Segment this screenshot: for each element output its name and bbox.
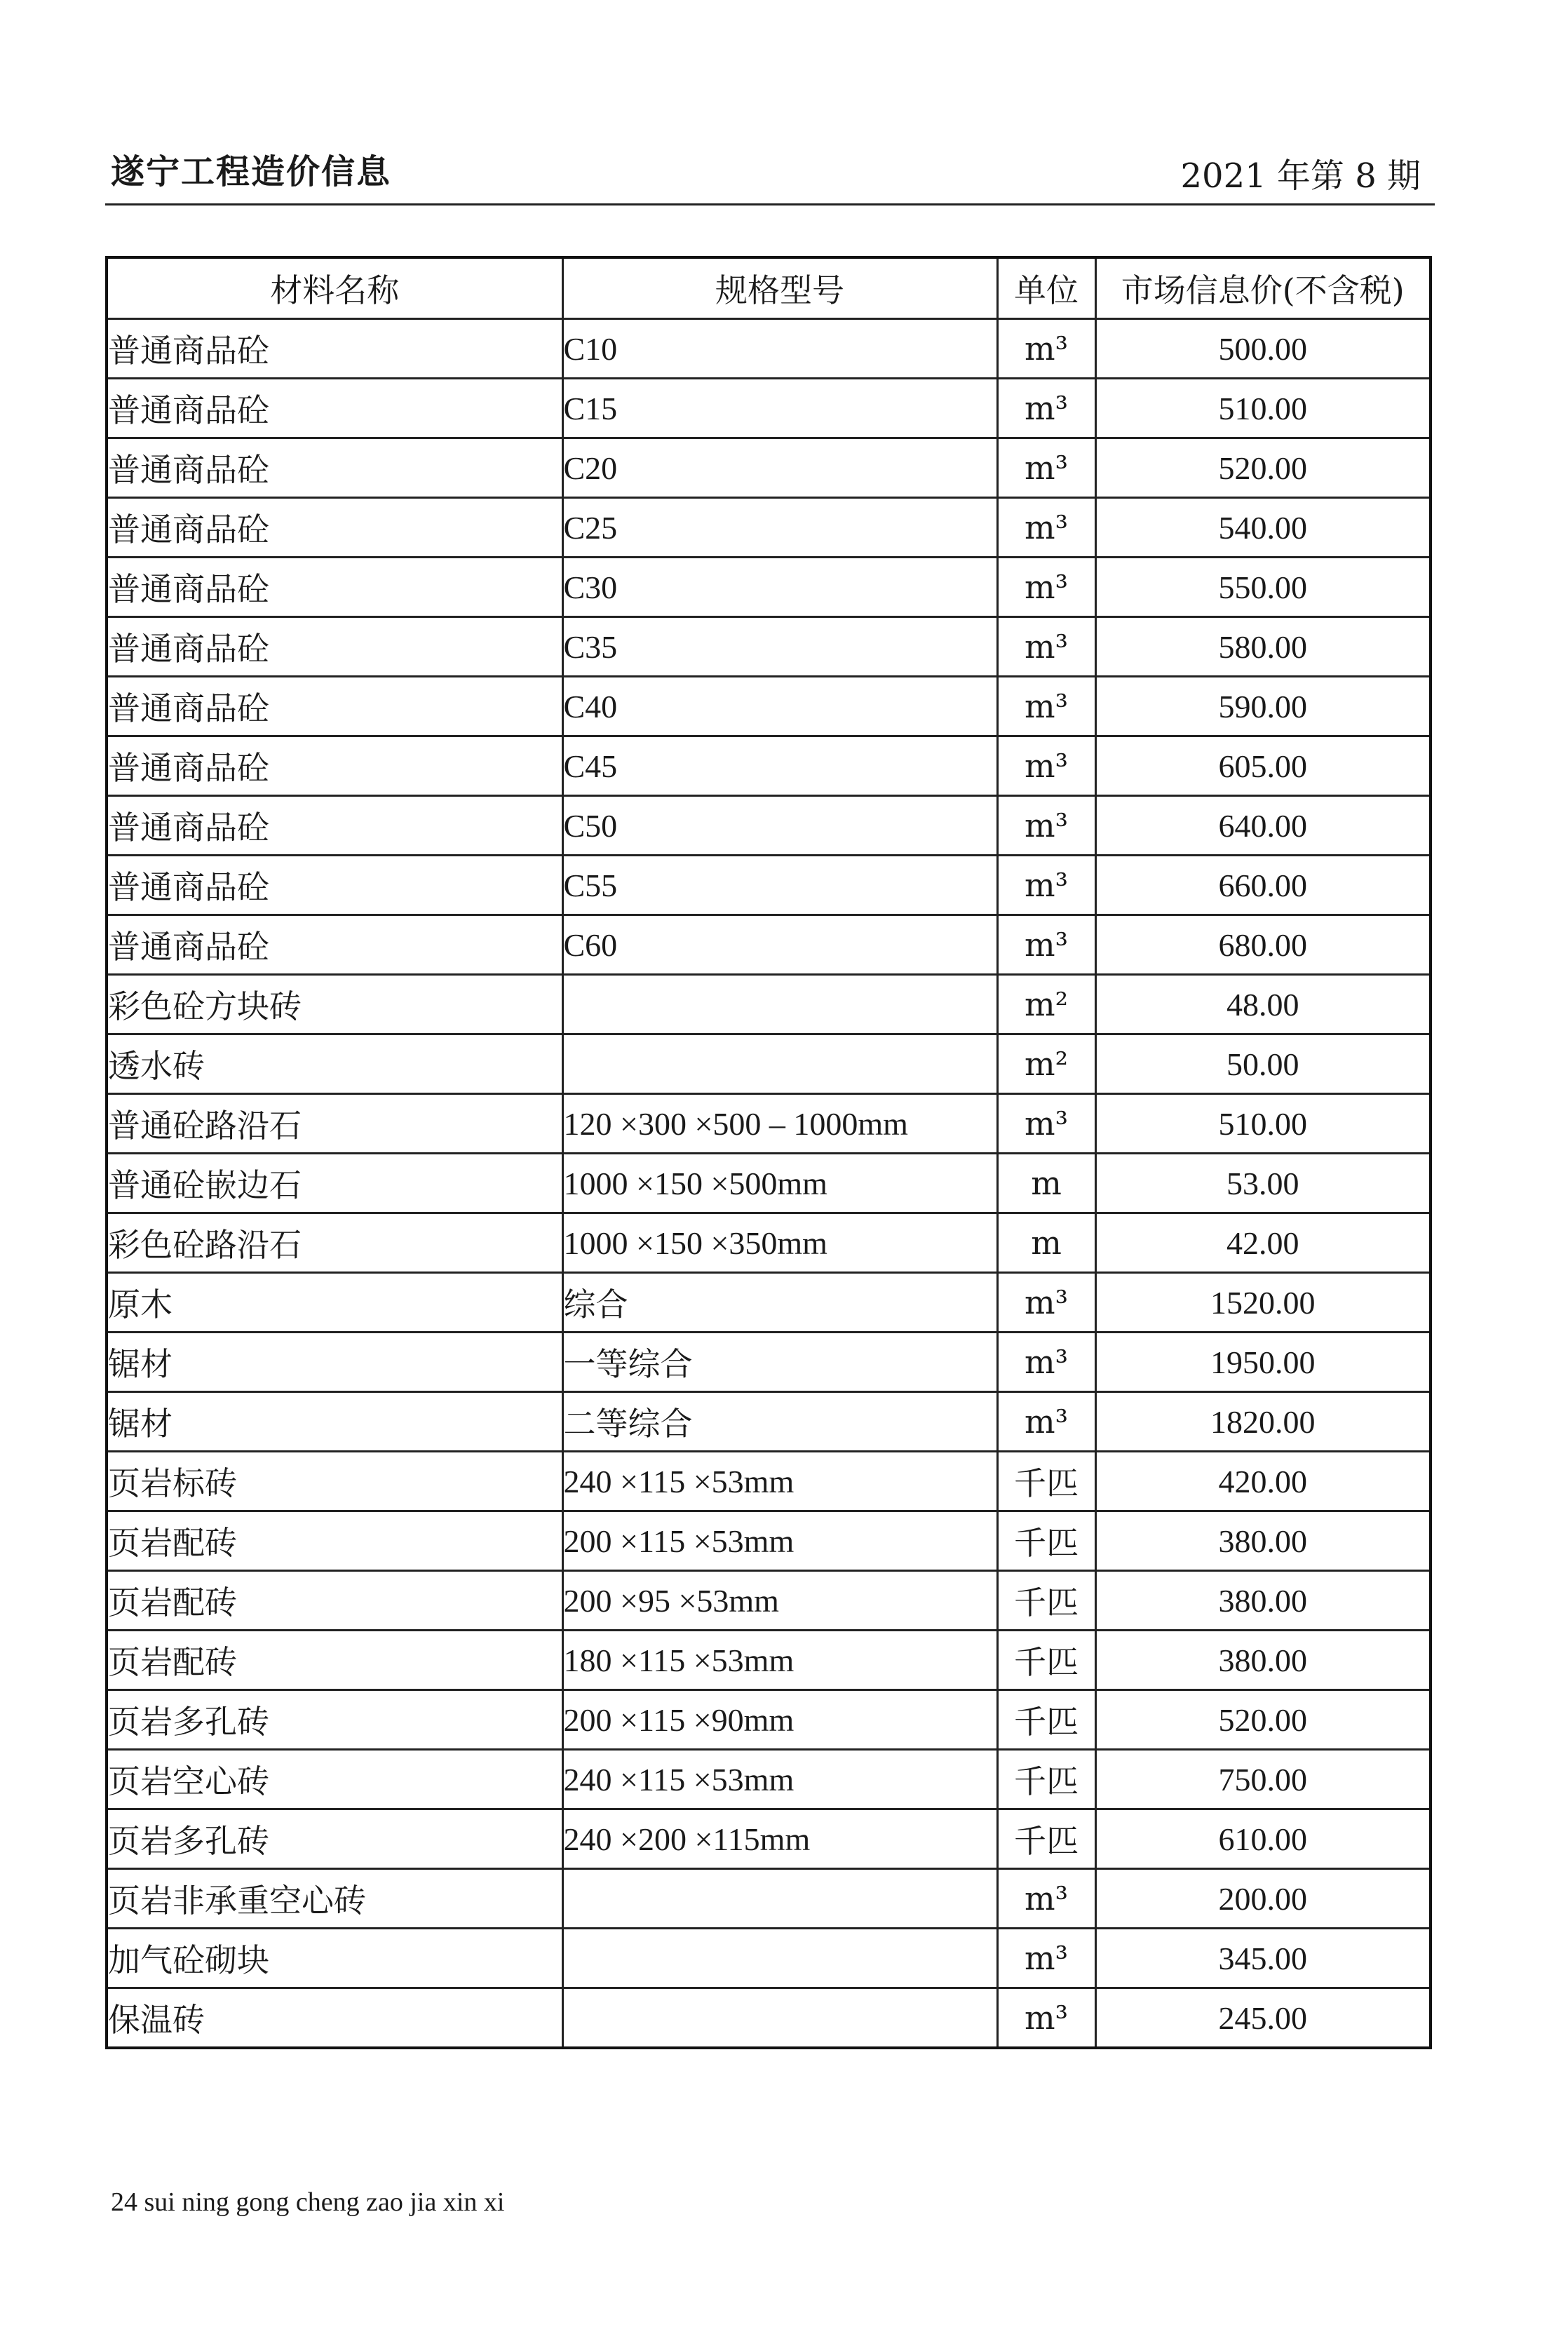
footer-running-text: sui ning gong cheng zao jia xin xi	[144, 2187, 505, 2217]
page-number: 24	[111, 2187, 137, 2217]
table-row	[107, 1034, 1431, 1094]
table-row	[107, 1631, 1431, 1690]
price-cell: 380.00	[1095, 1631, 1431, 1690]
page-footer	[111, 2187, 504, 2218]
material-name-cell: 普通商品砼	[107, 558, 562, 617]
price-cell: 48.00	[1095, 975, 1431, 1034]
table-row	[107, 1511, 1431, 1571]
spec-cell: 240 ×115 ×53mm	[562, 1750, 997, 1809]
spec-cell	[562, 1869, 997, 1929]
spec-cell: C40	[562, 677, 997, 736]
spec-cell: 240 ×200 ×115mm	[562, 1809, 997, 1869]
material-name-cell: 普通商品砼	[107, 736, 562, 796]
price-cell: 245.00	[1095, 1988, 1431, 2049]
price-cell: 510.00	[1095, 1094, 1431, 1154]
column-header-spec: 规格型号	[562, 257, 997, 319]
material-name-cell: 普通商品砼	[107, 498, 562, 558]
unit-cell: 千匹	[997, 1631, 1095, 1690]
unit-cell: m³	[997, 1988, 1095, 2049]
table-row	[107, 1988, 1431, 2049]
material-name-cell: 普通砼路沿石	[107, 1094, 562, 1154]
price-cell: 580.00	[1095, 617, 1431, 677]
table-row	[107, 1213, 1431, 1273]
table-row	[107, 975, 1431, 1034]
spec-cell	[562, 1988, 997, 2049]
unit-cell: 千匹	[997, 1809, 1095, 1869]
spec-cell: 一等综合	[562, 1333, 997, 1392]
spec-cell: C50	[562, 796, 997, 856]
table-row	[107, 856, 1431, 915]
material-name-cell: 普通商品砼	[107, 856, 562, 915]
spec-cell: C15	[562, 379, 997, 438]
unit-cell: m²	[997, 975, 1095, 1034]
table-row	[107, 1154, 1431, 1213]
price-cell: 345.00	[1095, 1929, 1431, 1988]
table-row	[107, 438, 1431, 498]
price-cell: 520.00	[1095, 438, 1431, 498]
price-cell: 590.00	[1095, 677, 1431, 736]
price-cell: 540.00	[1095, 498, 1431, 558]
table-row	[107, 796, 1431, 856]
spec-cell: 二等综合	[562, 1392, 997, 1452]
spec-cell: C35	[562, 617, 997, 677]
price-cell: 50.00	[1095, 1034, 1431, 1094]
header-divider	[105, 203, 1435, 205]
table-row	[107, 1690, 1431, 1750]
price-cell: 1520.00	[1095, 1273, 1431, 1333]
unit-cell: 千匹	[997, 1690, 1095, 1750]
price-cell: 53.00	[1095, 1154, 1431, 1213]
price-cell: 1950.00	[1095, 1333, 1431, 1392]
unit-cell: m³	[997, 1869, 1095, 1929]
table-row	[107, 498, 1431, 558]
table-row	[107, 1452, 1431, 1511]
material-name-cell: 普通商品砼	[107, 677, 562, 736]
material-name-cell: 原木	[107, 1273, 562, 1333]
unit-cell: m³	[997, 558, 1095, 617]
publication-title: 遂宁工程造价信息	[111, 152, 392, 191]
unit-cell: 千匹	[997, 1571, 1095, 1631]
price-cell: 640.00	[1095, 796, 1431, 856]
price-cell: 680.00	[1095, 915, 1431, 975]
price-cell: 520.00	[1095, 1690, 1431, 1750]
column-header-price: 市场信息价(不含税)	[1095, 257, 1431, 319]
price-cell: 605.00	[1095, 736, 1431, 796]
spec-cell	[562, 1034, 997, 1094]
material-name-cell: 页岩空心砖	[107, 1750, 562, 1809]
table-row	[107, 379, 1431, 438]
spec-cell: 1000 ×150 ×500mm	[562, 1154, 997, 1213]
spec-cell: C30	[562, 558, 997, 617]
table-row	[107, 319, 1431, 379]
table-row	[107, 1571, 1431, 1631]
table-row	[107, 617, 1431, 677]
price-cell: 420.00	[1095, 1452, 1431, 1511]
price-cell: 750.00	[1095, 1750, 1431, 1809]
spec-cell	[562, 975, 997, 1034]
material-name-cell: 彩色砼方块砖	[107, 975, 562, 1034]
table-row	[107, 1094, 1431, 1154]
price-cell: 500.00	[1095, 319, 1431, 379]
unit-cell: m³	[997, 1333, 1095, 1392]
price-cell: 660.00	[1095, 856, 1431, 915]
material-name-cell: 页岩多孔砖	[107, 1690, 562, 1750]
unit-cell: m³	[997, 1929, 1095, 1988]
unit-cell: m³	[997, 438, 1095, 498]
spec-cell: C10	[562, 319, 997, 379]
table-row	[107, 1929, 1431, 1988]
material-name-cell: 普通商品砼	[107, 915, 562, 975]
spec-cell: C20	[562, 438, 997, 498]
unit-cell: m³	[997, 856, 1095, 915]
spec-cell: 1000 ×150 ×350mm	[562, 1213, 997, 1273]
unit-cell: m³	[997, 319, 1095, 379]
price-cell: 380.00	[1095, 1511, 1431, 1571]
table-row	[107, 1333, 1431, 1392]
price-cell: 510.00	[1095, 379, 1431, 438]
spec-cell: 200 ×115 ×53mm	[562, 1511, 997, 1571]
material-name-cell: 页岩配砖	[107, 1511, 562, 1571]
material-name-cell: 页岩配砖	[107, 1571, 562, 1631]
table-row	[107, 915, 1431, 975]
table-row	[107, 736, 1431, 796]
table-row	[107, 1273, 1431, 1333]
unit-cell: m³	[997, 796, 1095, 856]
table-row	[107, 1750, 1431, 1809]
column-header-name: 材料名称	[107, 257, 562, 319]
column-header-unit: 单位	[997, 257, 1095, 319]
unit-cell: 千匹	[997, 1452, 1095, 1511]
table-row	[107, 558, 1431, 617]
material-name-cell: 透水砖	[107, 1034, 562, 1094]
spec-cell: 180 ×115 ×53mm	[562, 1631, 997, 1690]
unit-cell: m²	[997, 1034, 1095, 1094]
material-name-cell: 普通商品砼	[107, 379, 562, 438]
material-name-cell: 彩色砼路沿石	[107, 1213, 562, 1273]
price-cell: 1820.00	[1095, 1392, 1431, 1452]
spec-cell: C45	[562, 736, 997, 796]
unit-cell: m³	[997, 1392, 1095, 1452]
table-row	[107, 677, 1431, 736]
unit-cell: 千匹	[997, 1750, 1095, 1809]
material-name-cell: 普通砼嵌边石	[107, 1154, 562, 1213]
unit-cell: m³	[997, 736, 1095, 796]
material-name-cell: 页岩非承重空心砖	[107, 1869, 562, 1929]
spec-cell: 240 ×115 ×53mm	[562, 1452, 997, 1511]
table-header-row	[107, 257, 1431, 319]
unit-cell: m³	[997, 1094, 1095, 1154]
material-name-cell: 普通商品砼	[107, 617, 562, 677]
unit-cell: m³	[997, 379, 1095, 438]
material-name-cell: 页岩配砖	[107, 1631, 562, 1690]
unit-cell: m³	[997, 498, 1095, 558]
material-name-cell: 保温砖	[107, 1988, 562, 2049]
unit-cell: m³	[997, 617, 1095, 677]
spec-cell: 120 ×300 ×500 – 1000mm	[562, 1094, 997, 1154]
material-name-cell: 普通商品砼	[107, 438, 562, 498]
price-cell: 550.00	[1095, 558, 1431, 617]
spec-cell: 200 ×95 ×53mm	[562, 1571, 997, 1631]
unit-cell: m	[997, 1154, 1095, 1213]
table-row	[107, 1392, 1431, 1452]
issue-number: 2021 年第 8 期	[1180, 156, 1421, 196]
table-row	[107, 1869, 1431, 1929]
material-name-cell: 锯材	[107, 1392, 562, 1452]
material-name-cell: 锯材	[107, 1333, 562, 1392]
material-name-cell: 加气砼砌块	[107, 1929, 562, 1988]
unit-cell: 千匹	[997, 1511, 1095, 1571]
price-cell: 380.00	[1095, 1571, 1431, 1631]
spec-cell: 200 ×115 ×90mm	[562, 1690, 997, 1750]
price-cell: 610.00	[1095, 1809, 1431, 1869]
unit-cell: m³	[997, 1273, 1095, 1333]
unit-cell: m³	[997, 915, 1095, 975]
spec-cell: C55	[562, 856, 997, 915]
price-cell: 200.00	[1095, 1869, 1431, 1929]
price-cell: 42.00	[1095, 1213, 1431, 1273]
material-name-cell: 普通商品砼	[107, 319, 562, 379]
unit-cell: m³	[997, 677, 1095, 736]
spec-cell	[562, 1929, 997, 1988]
price-table	[105, 256, 1432, 2049]
table-row	[107, 1809, 1431, 1869]
spec-cell: C25	[562, 498, 997, 558]
spec-cell: 综合	[562, 1273, 997, 1333]
material-name-cell: 页岩标砖	[107, 1452, 562, 1511]
spec-cell: C60	[562, 915, 997, 975]
unit-cell: m	[997, 1213, 1095, 1273]
material-name-cell: 页岩多孔砖	[107, 1809, 562, 1869]
material-name-cell: 普通商品砼	[107, 796, 562, 856]
